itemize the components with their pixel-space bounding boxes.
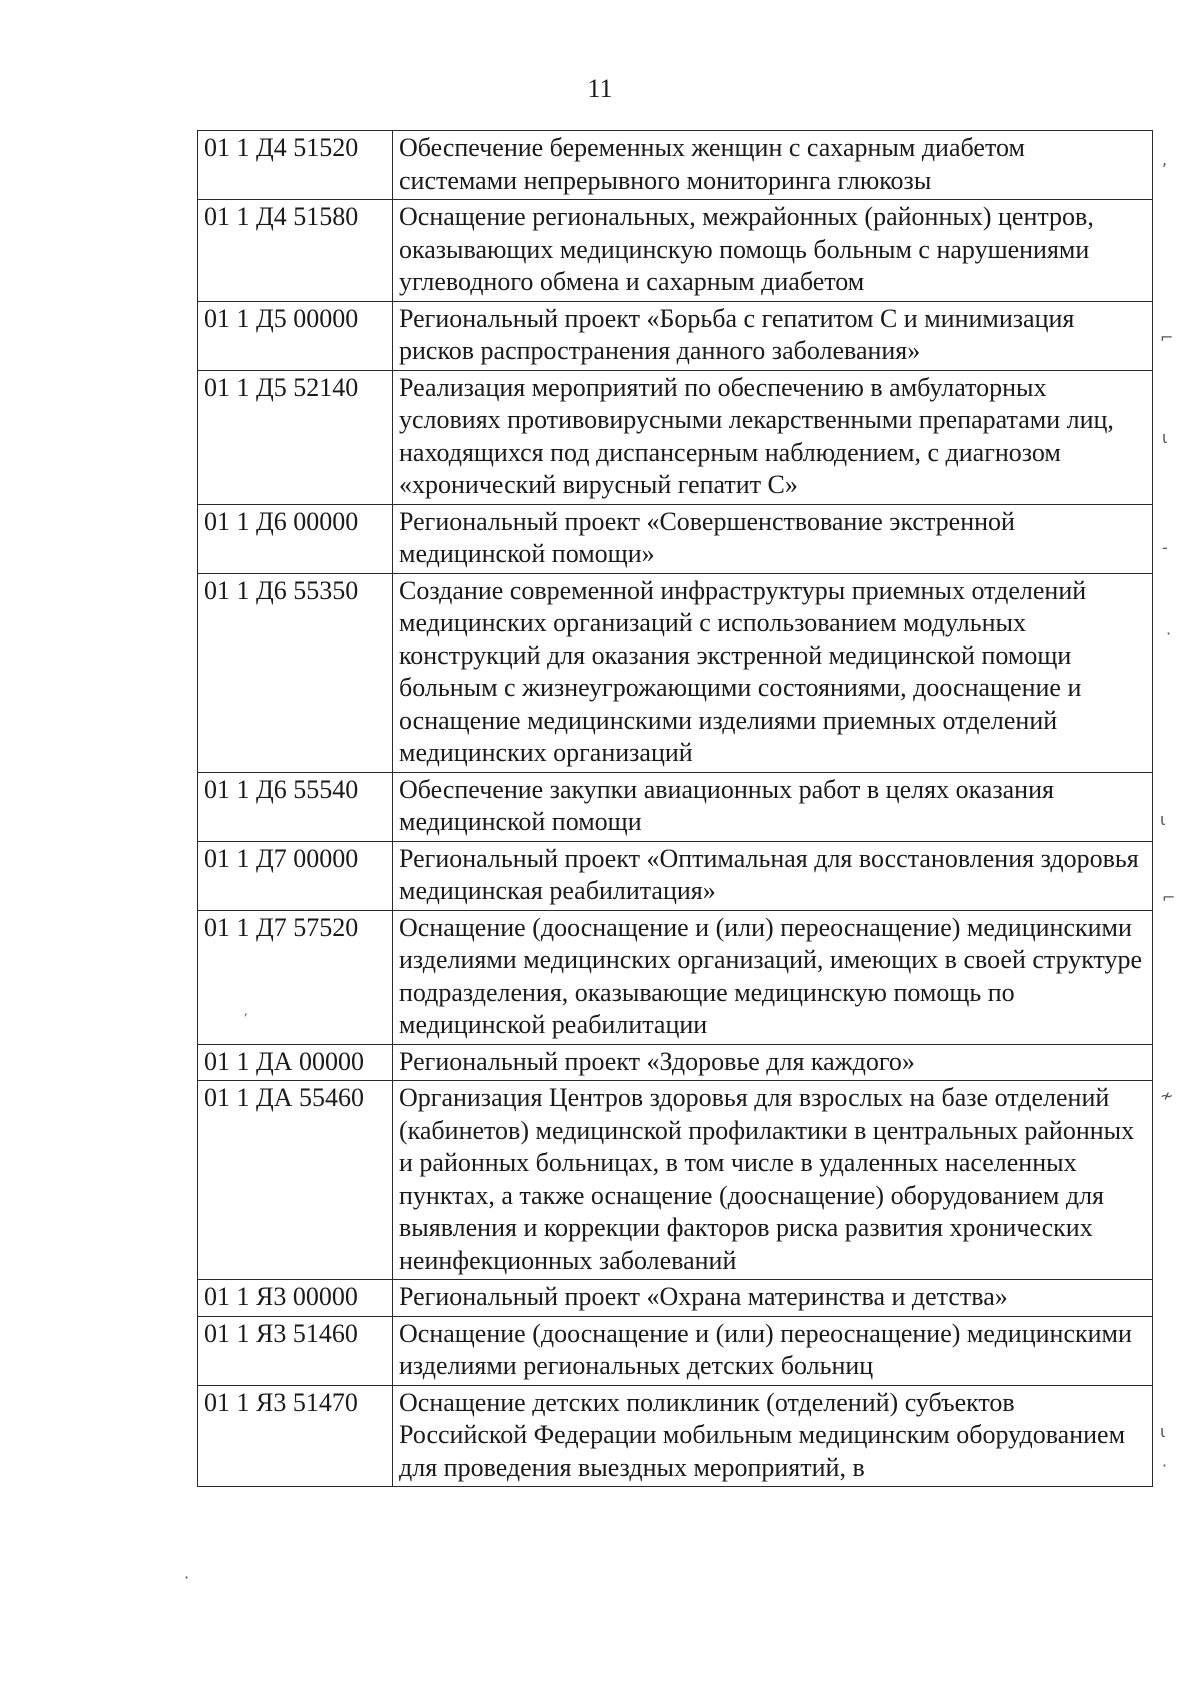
description-cell: Оснащение (дооснащение и (или) переоснащение) медицинскими изделиями региональных детских больниц xyxy=(393,1316,1153,1385)
table-row xyxy=(198,1044,1153,1081)
code-cell: 01 1 Д6 55540 xyxy=(198,772,393,841)
code-cell: 01 1 Д7 57520 xyxy=(198,910,393,1044)
scan-mark: ι xyxy=(1160,810,1166,829)
description-cell: Оснащение региональных, межрайонных (районных) центров, оказывающих медицинскую помощь больным с нарушениями углеводного обмена и сахарным диабетом xyxy=(393,200,1153,302)
description-cell: Создание современной инфраструктуры приемных отделений медицинских организаций с использованием модульных конструкций для оказания экстренной медицинской помощи больным с жизнеугрожающими состояниями, дооснащение и оснащение медицинскими изделиями приемных отделений медицинских организаций xyxy=(393,573,1153,772)
description-cell: Обеспечение закупки авиационных работ в целях оказания медицинской помощи xyxy=(393,772,1153,841)
code-cell: 01 1 Д7 00000 xyxy=(198,841,393,910)
table-row xyxy=(198,1385,1153,1487)
table-row xyxy=(198,131,1153,200)
code-cell: 01 1 Д5 00000 xyxy=(198,301,393,370)
code-cell: 01 1 Д6 00000 xyxy=(198,504,393,573)
code-cell: 01 1 Д6 55350 xyxy=(198,573,393,772)
scan-mark: · xyxy=(1162,1456,1168,1475)
description-cell: Организация Центров здоровья для взрослых на базе отделений (кабинетов) медицинской профилактики в центральных районных и районных больницах, в том числе в удаленных населенных пунктах, а также оснащение (дооснащение) оборудованием для выявления и коррекции факторов риска развития хронических неинфекционных заболеваний xyxy=(393,1081,1153,1280)
description-cell: Региональный проект «Оптимальная для восстановления здоровья медицинская реабилитация» xyxy=(393,841,1153,910)
table-row xyxy=(198,1280,1153,1317)
code-cell: 01 1 Д4 51580 xyxy=(198,200,393,302)
description-cell: Региональный проект «Совершенствование экстренной медицинской помощи» xyxy=(393,504,1153,573)
description-cell: Региональный проект «Борьба с гепатитом С и минимизация рисков распространения данного заболевания» xyxy=(393,301,1153,370)
scan-mark: - xyxy=(1162,538,1168,557)
scan-mark: ≁ xyxy=(1160,1086,1174,1105)
scan-mark: · xyxy=(1166,624,1172,643)
code-cell: 01 1 Я3 51470 xyxy=(198,1385,393,1487)
code-cell: 01 1 Я3 00000 xyxy=(198,1280,393,1317)
table-row xyxy=(198,504,1153,573)
scan-mark: ⌐ xyxy=(1162,888,1176,907)
table-row xyxy=(198,841,1153,910)
table-row xyxy=(198,573,1153,772)
table-row xyxy=(198,200,1153,302)
description-cell: Оснащение (дооснащение и (или) переоснащение) медицинскими изделиями медицинских организаций, имеющих в своей структуре подразделения, оказывающие медицинскую помощь по медицинской реабилитации xyxy=(393,910,1153,1044)
table-row xyxy=(198,301,1153,370)
description-cell: Региональный проект «Охрана материнства и детства» xyxy=(393,1280,1153,1317)
table-row xyxy=(198,1316,1153,1385)
scan-mark: ′ xyxy=(244,1010,248,1029)
scan-mark: ι xyxy=(1160,1422,1166,1441)
scan-mark: ⌐ xyxy=(1160,328,1174,347)
scan-mark: · xyxy=(184,1568,190,1587)
scan-mark: , xyxy=(1162,150,1168,169)
table-row xyxy=(198,772,1153,841)
description-cell: Обеспечение беременных женщин с сахарным диабетом системами непрерывного мониторинга глюкозы xyxy=(393,131,1153,200)
scan-mark: ι xyxy=(1162,428,1168,447)
code-cell: 01 1 ДА 55460 xyxy=(198,1081,393,1280)
table-row xyxy=(198,910,1153,1044)
table-row xyxy=(198,370,1153,504)
budget-code-table xyxy=(197,130,1153,1487)
description-cell: Реализация мероприятий по обеспечению в амбулаторных условиях противовирусными лекарственными препаратами лиц, находящихся под диспансерным наблюдением, с диагнозом «хронический вирусный гепатит С» xyxy=(393,370,1153,504)
description-cell: Региональный проект «Здоровье для каждого» xyxy=(393,1044,1153,1081)
code-cell: 01 1 ДА 00000 xyxy=(198,1044,393,1081)
code-cell: 01 1 Д5 52140 xyxy=(198,370,393,504)
page-number: 11 xyxy=(587,74,613,103)
table-row xyxy=(198,1081,1153,1280)
code-cell: 01 1 Д4 51520 xyxy=(198,131,393,200)
description-cell: Оснащение детских поликлиник (отделений) субъектов Российской Федерации мобильным медицинским оборудованием для проведения выездных мероприятий, в xyxy=(393,1385,1153,1487)
code-cell: 01 1 Я3 51460 xyxy=(198,1316,393,1385)
